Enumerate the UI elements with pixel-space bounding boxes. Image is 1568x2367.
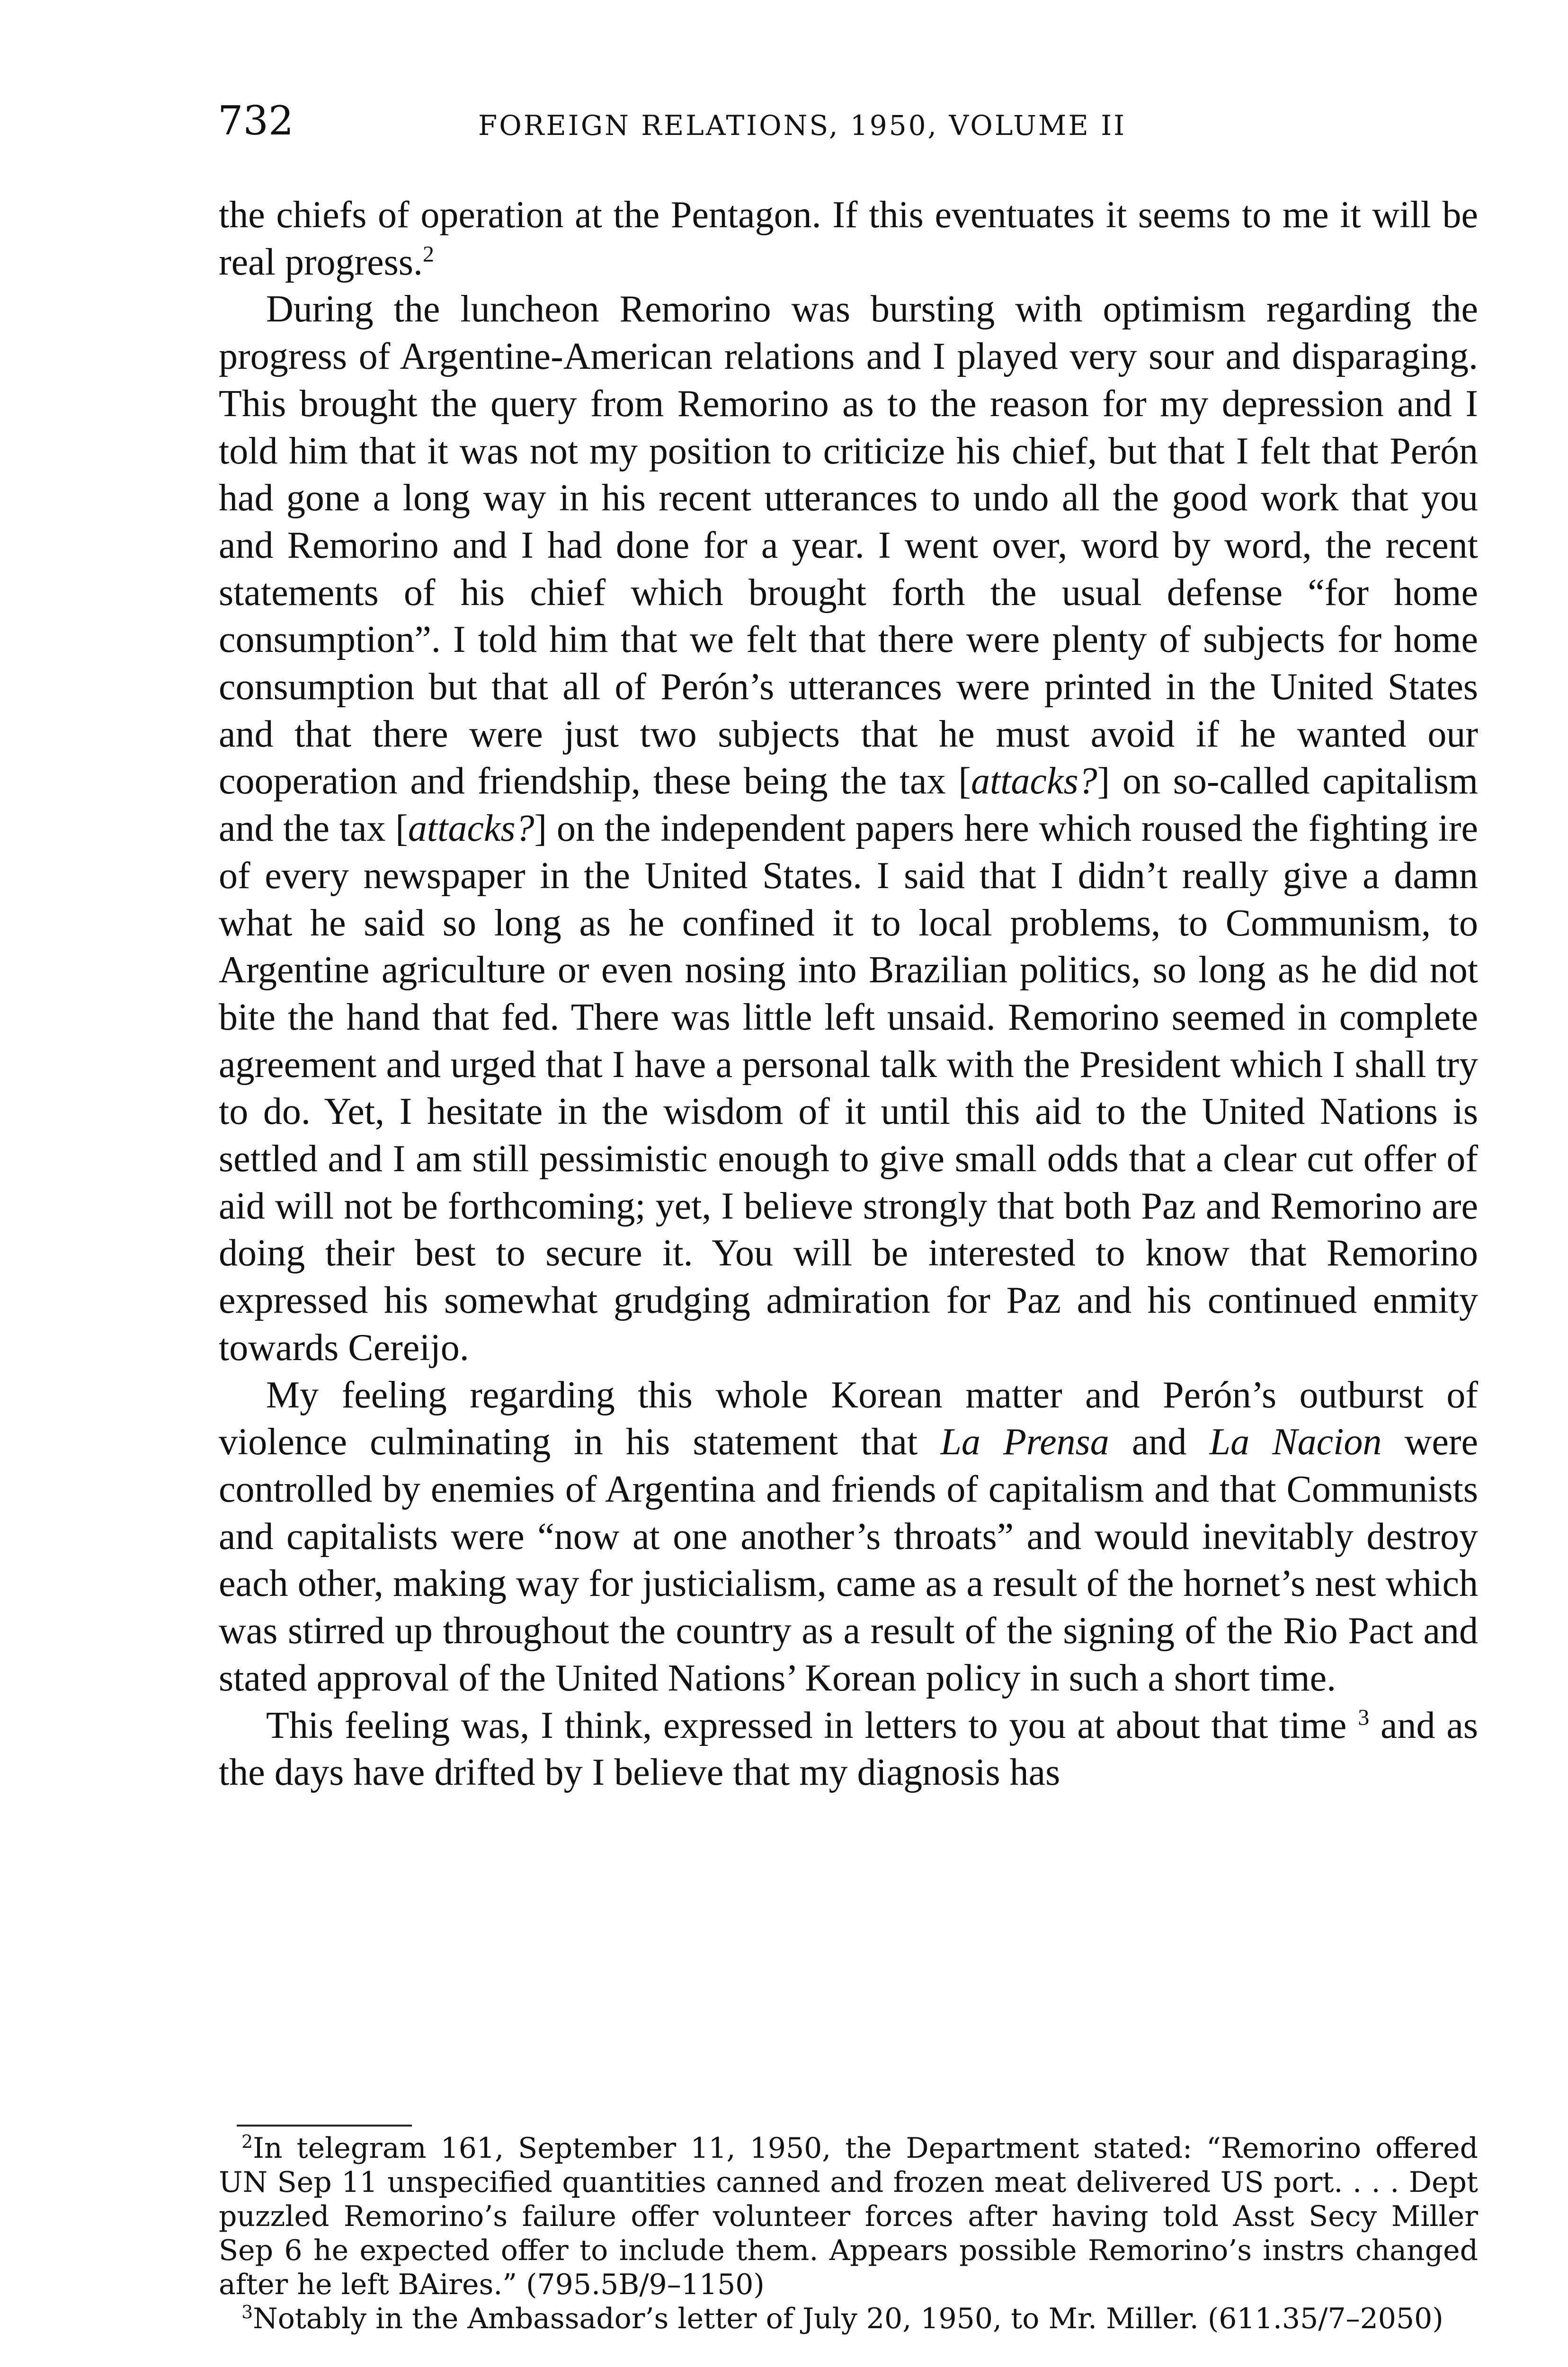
paragraph-2 bbox=[219, 286, 1478, 1371]
paragraph-4 bbox=[219, 1702, 1478, 1797]
paragraph-3-text-b: and bbox=[1109, 1421, 1210, 1463]
editorial-insertion: attacks? bbox=[408, 808, 535, 850]
paragraph-3 bbox=[219, 1372, 1478, 1702]
paragraph-2-text-a: During the luncheon Remorino was bursting with optimism regarding the progress of Argentine-American relations and I played very sour and disparaging. This brought the query from Remorino as to the reason for my depression and I told him that it was not my position to criticize his chief, but that I felt that Perón had gone a long way in his recent utterances to undo all the good work that you and Remorino and I had done for a year. I went over, word by word, the recent statements of his chief which brought forth the usual defense “for home consumption”. I told him that we felt that there were plenty of subjects for home consumption but that all of Perón’s utterances were printed in the United States and that there were just two subjects that he must avoid if he wanted our cooperation and friendship, these being the tax [ bbox=[219, 288, 1478, 802]
newspaper-title: La Prensa bbox=[940, 1421, 1109, 1463]
paragraph-2-text-c: ] on the independent papers here which roused the fighting ire of every newspaper in the United States. I said that I didn’t really give a damn what he said so long as he confined it to local problems, to Communism, to Argentine agriculture or even nosing into Brazilian politics, so long as he did not bite the hand that fed. There was little left unsaid. Remorino seemed in complete agreement and urged that I have a personal talk with the President which I shall try to do. Yet, I hesitate in the wisdom of it until this aid to the United Nations is settled and I am still pessimistic enough to give small odds that a clear cut offer of aid will not be forthcoming; yet, I believe strongly that both Paz and Remorino are doing their best to secure it. You will be interested to know that Remorino expressed his somewhat grudging admiration for Paz and his continued enmity towards Cereijo. bbox=[219, 808, 1478, 1369]
footnote-divider bbox=[237, 2125, 412, 2127]
footnote-mark: 2 bbox=[241, 2131, 253, 2152]
footnote-ref-3: 3 bbox=[1358, 1704, 1370, 1730]
footnote-3 bbox=[219, 2302, 1478, 2336]
page-number: 732 bbox=[218, 98, 294, 144]
footnote-mark: 3 bbox=[241, 2302, 253, 2323]
footnote-ref-2: 2 bbox=[422, 241, 434, 267]
editorial-insertion: attacks? bbox=[971, 760, 1097, 802]
paragraph-1 bbox=[219, 192, 1478, 286]
paragraph-3-text-a: My feeling regarding this whole Korean matter and Perón’s outburst of violence culminating in his statement that bbox=[219, 1374, 1478, 1463]
paragraph-3-text-c: were controlled by enemies of Argentina and friends of capitalism and that Communists and capitalists were “now at one another’s throats” and would inevitably destroy each other, making way for justicialism, came as a result of the hornet’s nest which was stirred up throughout the country as a result of the signing of the Rio Pact and stated approval of the United Nations’ Korean policy in such a short time. bbox=[219, 1421, 1479, 1699]
footnote-text: In telegram 161, September 11, 1950, the Department stated: “Remorino offered UN Sep 11 unspecified quantities canned and frozen meat delivered US port. . . . Dept puzzled Remorino’s failure offer volunteer forces after having told Asst Secy Miller Sep 6 he expected offer to include them. Appears possible Remorino’s instrs changed after he left BAires.” (795.5B/9–1150) bbox=[219, 2132, 1478, 2301]
footnote-2 bbox=[219, 2131, 1478, 2302]
paragraph-4-text-a: This feeling was, I think, expressed in letters to you at about that time bbox=[266, 1704, 1347, 1746]
paragraph-1-text: the chiefs of operation at the Pentagon. If this eventuates it seems to me it will be real progress. bbox=[219, 194, 1478, 283]
newspaper-title: La Nacion bbox=[1209, 1421, 1382, 1463]
running-header: FOREIGN RELATIONS, 1950, VOLUME II bbox=[478, 109, 1127, 142]
paragraph-2-text-b: ] on so-called capitalism and the tax [ bbox=[219, 760, 1479, 850]
footnote-text: Notably in the Ambassador’s letter of July 20, 1950, to Mr. Miller. (611.35/7–2050) bbox=[253, 2302, 1443, 2335]
footnotes bbox=[219, 2131, 1478, 2336]
body-text bbox=[219, 192, 1478, 1797]
paragraph-4-text-b: and as the days have drifted by I believe that my diagnosis has bbox=[219, 1704, 1479, 1794]
